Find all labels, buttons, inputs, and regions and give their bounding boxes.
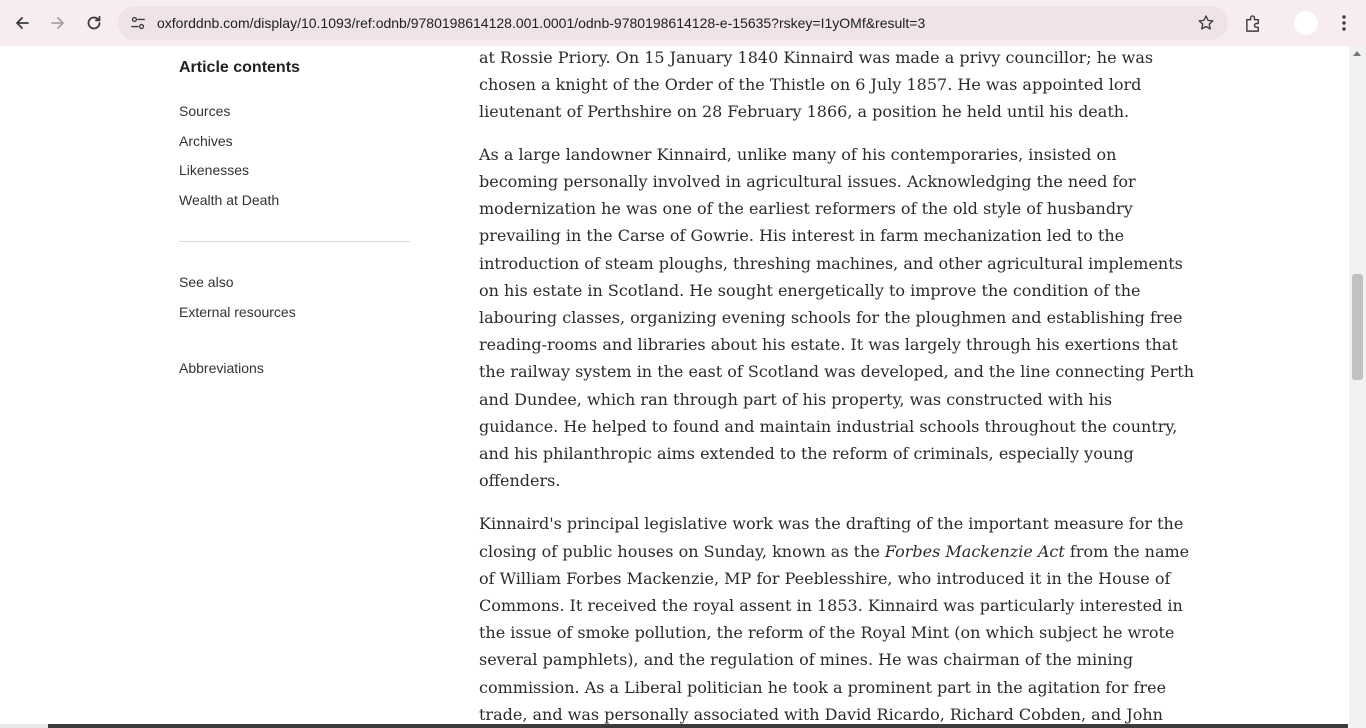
text-line: Commons. It received the royal assent in 1853. Kinnaird was particularly interested in xyxy=(479,596,1183,615)
text-line: modernization he was one of the earliest reformers of the old style of husbandry xyxy=(479,199,1133,218)
back-icon xyxy=(13,14,31,32)
sidebar-link-wealth-at-death[interactable]: Wealth at Death xyxy=(179,192,280,208)
text-line: at Rossie Priory. On 15 January 1840 Kinnaird was made a privy councillor; he was xyxy=(479,48,1154,67)
text-line: commission. As a Liberal politician he took a prominent part in the agitation for free xyxy=(479,678,1167,697)
text-line: the railway system in the east of Scotland was developed, and the line connecting Perth xyxy=(479,362,1195,381)
text-line: the issue of smoke pollution, the reform of the Royal Mint (on which subject he wrote xyxy=(479,623,1175,642)
sidebar-divider xyxy=(179,241,410,242)
scrollbar-thumb[interactable] xyxy=(1352,274,1363,380)
bottom-edge-light xyxy=(0,724,48,728)
text-segment: from the name xyxy=(1064,542,1190,561)
text-line xyxy=(479,538,1189,565)
text-line: chosen a knight of the Order of the Thistle on 6 July 1857. He was appointed lord xyxy=(479,75,1142,94)
browser-toolbar xyxy=(0,0,1366,46)
sidebar-link-sources[interactable]: Sources xyxy=(179,103,231,119)
site-info-icon[interactable] xyxy=(128,13,148,33)
sidebar-link-external-resources[interactable]: External resources xyxy=(179,304,296,320)
profile-avatar[interactable] xyxy=(1294,11,1318,35)
text-line: Kinnaird's principal legislative work was the drafting of the important measure for the xyxy=(479,514,1184,533)
text-line: becoming personally involved in agricultural issues. Acknowledging the need for xyxy=(479,172,1136,191)
extensions-icon[interactable] xyxy=(1241,11,1265,35)
text-line: trade, and was personally associated with David Ricardo, Richard Cobden, and John xyxy=(479,705,1163,724)
text-line: of William Forbes Mackenzie, MP for Peeblesshire, who introduced it in the House of xyxy=(479,569,1171,588)
text-line: on his estate in Scotland. He sought energetically to improve the condition of the xyxy=(479,281,1141,300)
text-line: offenders. xyxy=(479,471,561,490)
text-line: guidance. He helped to found and maintain industrial schools throughout the country, xyxy=(479,417,1178,436)
bottom-edge-bar xyxy=(48,724,1348,728)
reload-button[interactable] xyxy=(78,7,110,39)
text-line: labouring classes, organizing evening schools for the ploughmen and establishing free xyxy=(479,308,1183,327)
url-text[interactable]: oxforddnb.com/display/10.1093/ref:odnb/9780198614128.001.0001/odnb-9780198614128-e-15635?rskey=I1yOMf&result=3 xyxy=(157,15,926,31)
text-line: several pamphlets), and the regulation of mines. He was chairman of the mining xyxy=(479,650,1134,669)
sidebar-link-see-also[interactable]: See also xyxy=(179,274,234,290)
text-segment: closing of public houses on Sunday, known as the xyxy=(479,542,885,561)
text-line: lieutenant of Perthshire on 28 February 1866, a position he held until his death. xyxy=(479,102,1130,121)
sidebar-link-abbreviations[interactable]: Abbreviations xyxy=(179,360,264,376)
article-contents-title: Article contents xyxy=(179,59,300,76)
text-line: As a large landowner Kinnaird, unlike many of his contemporaries, insisted on xyxy=(479,145,1117,164)
text-line: and his philanthropic aims extended to the reform of criminals, especially young xyxy=(479,444,1134,463)
text-line: prevailing in the Carse of Gowrie. His interest in farm mechanization led to the xyxy=(479,226,1125,245)
page-scrollbar[interactable] xyxy=(1349,46,1366,728)
act-title-italic: Forbes Mackenzie Act xyxy=(884,542,1065,561)
text-line: and Dundee, which ran through part of his property, was constructed with his xyxy=(479,390,1113,409)
back-button[interactable] xyxy=(6,7,38,39)
address-bar[interactable] xyxy=(118,6,1228,40)
sidebar-link-archives[interactable]: Archives xyxy=(179,133,233,149)
scroll-up-arrow-icon[interactable] xyxy=(1353,51,1361,56)
reload-icon xyxy=(85,14,103,32)
bookmark-star-icon[interactable] xyxy=(1196,13,1216,33)
forward-button[interactable] xyxy=(42,7,74,39)
text-line: reading-rooms and libraries about his estate. It was largely through his exertions that xyxy=(479,335,1178,354)
sidebar-link-likenesses[interactable]: Likenesses xyxy=(179,162,250,178)
menu-icon[interactable] xyxy=(1334,11,1354,35)
text-line: introduction of steam ploughs, threshing machines, and other agricultural implements xyxy=(479,254,1183,273)
forward-icon xyxy=(49,14,67,32)
